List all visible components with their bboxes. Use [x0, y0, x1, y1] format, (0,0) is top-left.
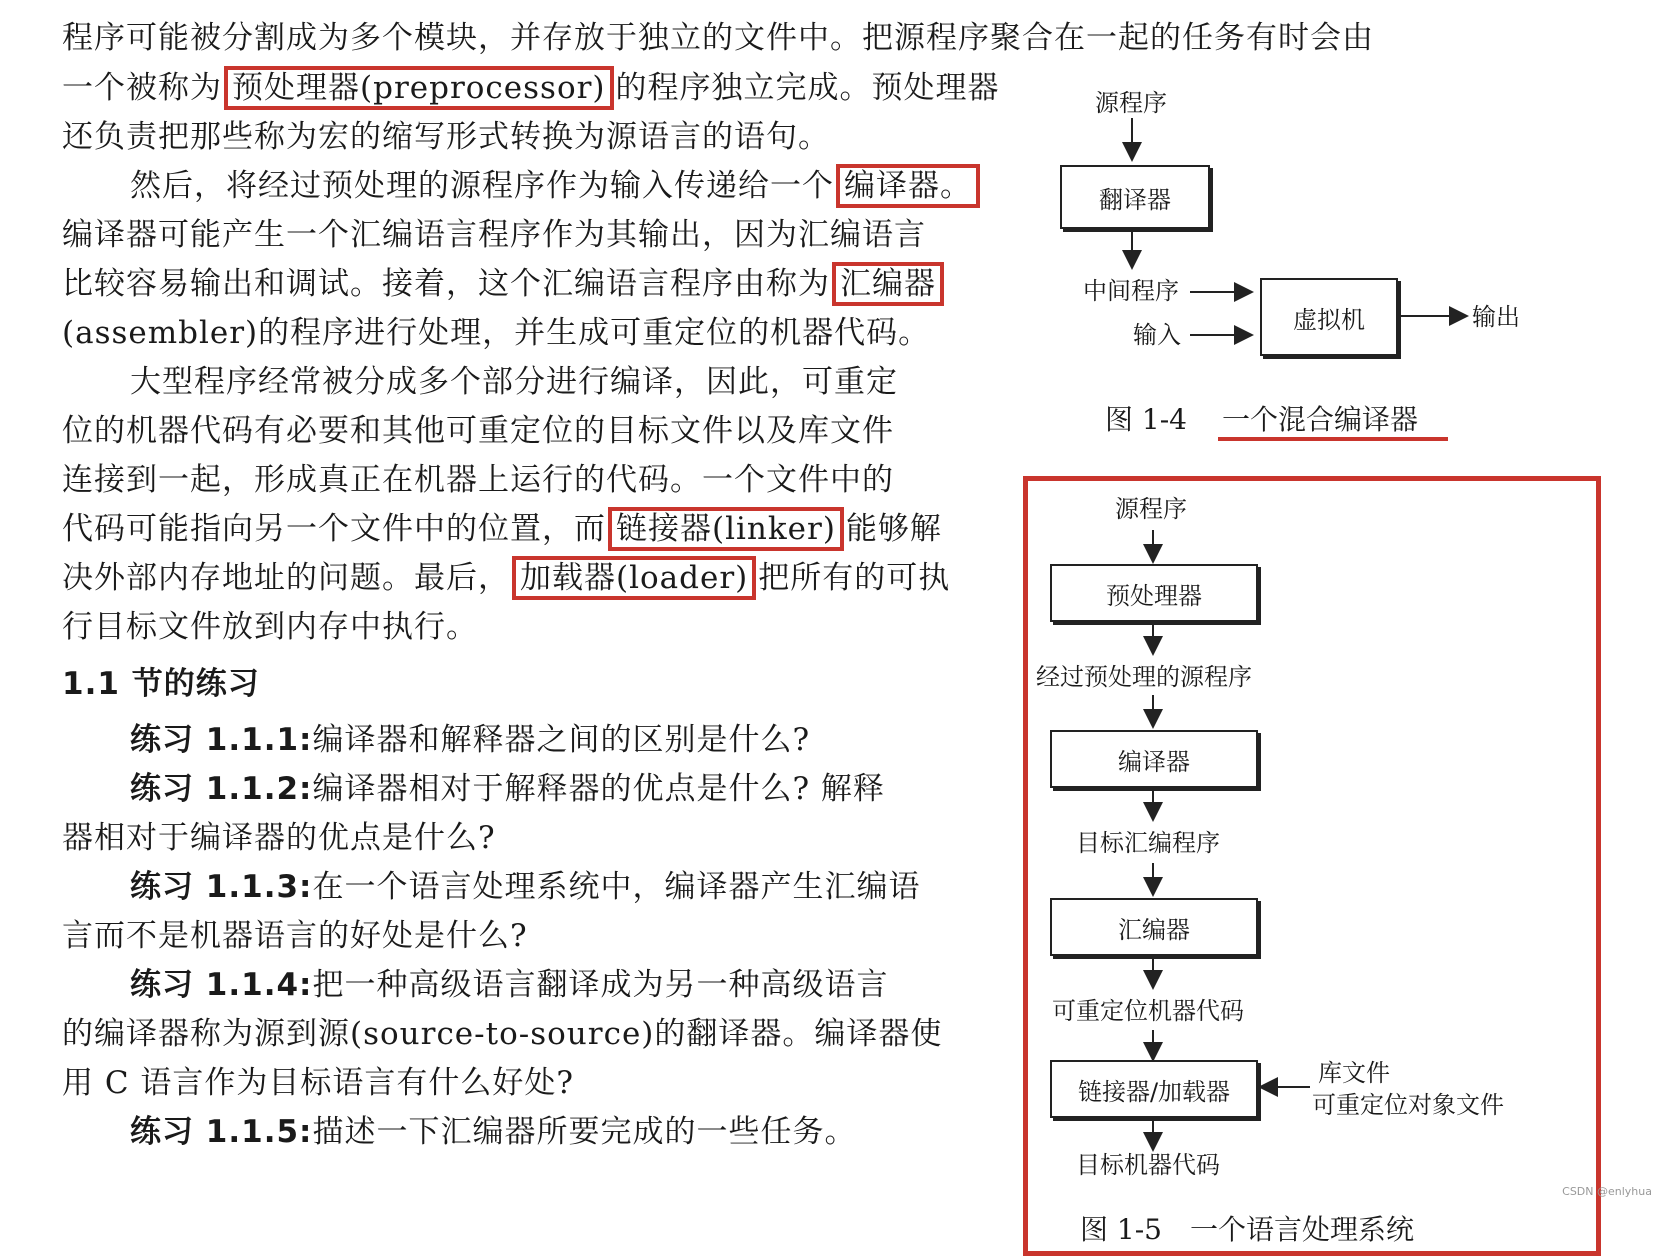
exercise-1: 练习 1.1.1:编译器和解释器之间的区别是什么? — [130, 722, 811, 758]
highlight-compiler: 编译器。 — [836, 164, 980, 208]
fig15-target-machine-label: 目标机器代码 — [1076, 1151, 1220, 1179]
fig14-caption-title: 一个混合编译器 — [1222, 403, 1419, 436]
fig14-caption-underline — [1218, 437, 1448, 441]
exercise-2: 练习 1.1.2:编译器相对于解释器的优点是什么? 解释 — [130, 771, 885, 807]
exercise-2-cont: 器相对于编译器的优点是什么? — [62, 820, 496, 856]
watermark: CSDN @enlyhua — [1562, 1185, 1652, 1198]
body-line-13: 行目标文件放到内存中执行。 — [62, 609, 478, 645]
exercise-4: 练习 1.1.4:把一种高级语言翻译成为另一种高级语言 — [130, 967, 889, 1003]
body-line-9: 位的机器代码有必要和其他可重定位的目标文件以及库文件 — [62, 413, 894, 449]
fig15-assembler-box: 汇编器 — [1050, 898, 1258, 956]
body-line-5: 编译器可能产生一个汇编语言程序作为其输出，因为汇编语言 — [62, 217, 926, 253]
fig15-preprocessor-box: 预处理器 — [1050, 564, 1258, 622]
fig14-intermediate-label: 中间程序 — [1083, 277, 1179, 305]
body-line-1: 程序可能被分割成为多个模块，并存放于独立的文件中。把源程序聚合在一起的任务有时会由 — [62, 20, 1374, 56]
section-heading: 1.1 节的练习 — [62, 666, 260, 702]
body-line-2: 一个被称为 预处理器(preprocessor) 的程序独立完成。预处理器 — [62, 68, 1000, 108]
body-line-10: 连接到一起，形成真正在机器上运行的代码。一个文件中的 — [62, 462, 894, 498]
exercise-4-cont2: 用 C 语言作为目标语言有什么好处? — [62, 1065, 575, 1101]
fig15-caption-number: 图 1-5 — [1080, 1213, 1162, 1246]
highlight-assembler: 汇编器 — [832, 262, 944, 306]
fig15-caption-title: 一个语言处理系统 — [1190, 1213, 1415, 1246]
fig14-source-label: 源程序 — [1095, 89, 1167, 117]
fig14-output-label: 输出 — [1472, 303, 1520, 331]
exercise-3-cont: 言而不是机器语言的好处是什么? — [62, 918, 528, 954]
exercise-5: 练习 1.1.5:描述一下汇编器所要完成的一些任务。 — [130, 1114, 857, 1150]
body-line-6: 比较容易输出和调试。接着，这个汇编语言程序由称为 汇编器 — [62, 264, 946, 304]
highlight-preprocessor: 预处理器(preprocessor) — [224, 66, 614, 110]
fig14-caption-number: 图 1-4 — [1105, 403, 1187, 436]
fig15-relocatable-label: 可重定位机器代码 — [1052, 997, 1244, 1025]
fig15-target-asm-label: 目标汇编程序 — [1076, 829, 1220, 857]
fig14-input-label: 输入 — [1133, 321, 1181, 349]
fig15-source-label: 源程序 — [1115, 495, 1187, 523]
fig15-linker-loader-box: 链接器/加载器 — [1050, 1060, 1258, 1118]
fig15-lib-label: 库文件 — [1318, 1059, 1390, 1087]
highlight-linker: 链接器(linker) — [608, 507, 844, 551]
exercise-4-cont1: 的编译器称为源到源(source-to-source)的翻译器。编译器使 — [62, 1016, 943, 1052]
fig15-reloc-obj-label: 可重定位对象文件 — [1312, 1091, 1504, 1119]
body-line-4: 然后，将经过预处理的源程序作为输入传递给一个 编译器。 — [130, 166, 982, 206]
fig14-vm-box: 虚拟机 — [1260, 278, 1398, 356]
body-line-8: 大型程序经常被分成多个部分进行编译，因此，可重定 — [130, 364, 898, 400]
body-line-11: 代码可能指向另一个文件中的位置，而 链接器(linker) 能够解 — [62, 509, 942, 549]
body-line-12: 决外部内存地址的问题。最后， 加载器(loader) 把所有的可执 — [62, 558, 950, 598]
fig15-preprocessed-label: 经过预处理的源程序 — [1036, 663, 1252, 691]
highlight-loader: 加载器(loader) — [512, 556, 756, 600]
body-line-3: 还负责把那些称为宏的缩写形式转换为源语言的语句。 — [62, 119, 830, 155]
body-line-7: (assembler)的程序进行处理，并生成可重定位的机器代码。 — [62, 315, 931, 351]
fig14-translator-box: 翻译器 — [1060, 165, 1210, 229]
exercise-3: 练习 1.1.3:在一个语言处理系统中，编译器产生汇编语 — [130, 869, 921, 905]
fig15-compiler-box: 编译器 — [1050, 730, 1258, 788]
